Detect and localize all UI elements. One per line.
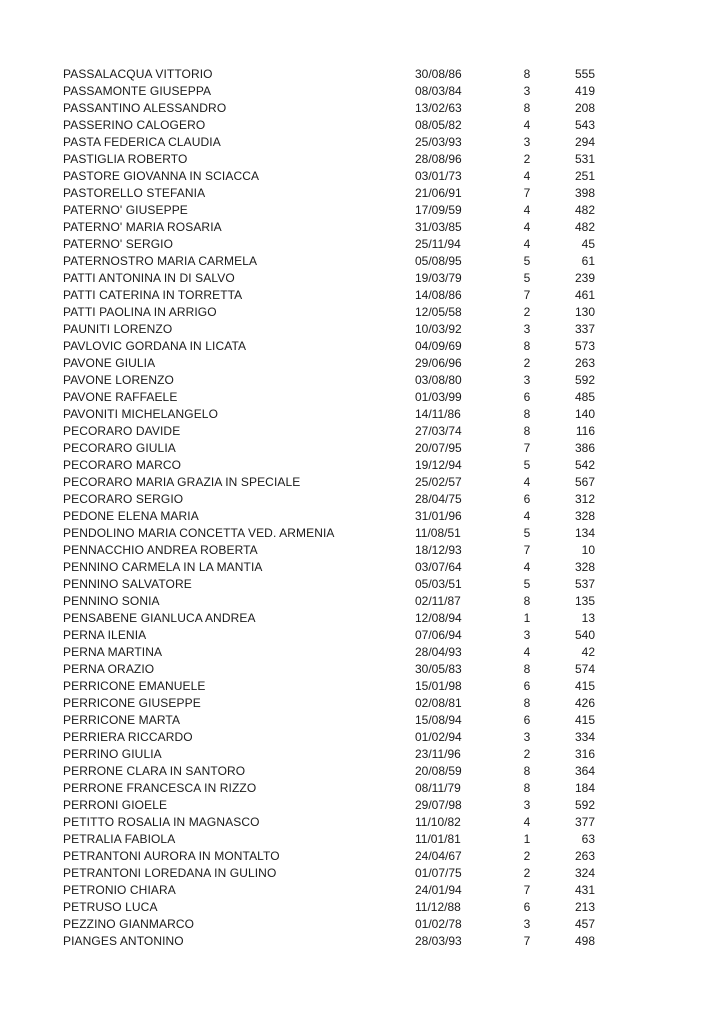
birth-date: 11/01/81 [415,832,461,846]
birth-date: 28/08/96 [415,152,462,166]
person-name: PERRINO GIULIA [63,747,162,761]
person-name: PERRICONE MARTA [63,713,181,727]
category-code: 6 [523,679,531,693]
category-code: 4 [523,220,531,234]
list-item [63,253,603,270]
person-name: PASSERINO CALOGERO [63,118,206,132]
person-name: PETRONIO CHIARA [63,883,176,897]
category-code: 4 [523,203,531,217]
person-name: PATTI PAOLINA IN ARRIGO [63,305,217,319]
record-number: 482 [574,220,595,234]
list-item [63,797,603,814]
list-item [63,202,603,219]
record-number: 263 [574,356,595,370]
birth-date: 29/06/96 [415,356,462,370]
person-name: PATERNO' GIUSEPPE [63,203,188,217]
birth-date: 01/07/75 [415,866,462,880]
records-list [63,66,603,950]
category-code: 3 [523,135,531,149]
category-code: 2 [523,305,531,319]
category-code: 3 [523,917,531,931]
birth-date: 01/03/99 [415,390,462,404]
category-code: 5 [523,271,531,285]
category-code: 2 [523,866,531,880]
person-name: PASSAMONTE GIUSEPPA [63,84,212,98]
person-name: PENNINO SONIA [63,594,160,608]
list-item [63,491,603,508]
birth-date: 25/03/93 [415,135,462,149]
category-code: 8 [523,662,531,676]
record-number: 540 [574,628,595,642]
list-item [63,576,603,593]
list-item [63,814,603,831]
person-name: PATERNO' SERGIO [63,237,174,251]
category-code: 4 [523,169,531,183]
list-item [63,134,603,151]
category-code: 4 [523,560,531,574]
list-item [63,270,603,287]
birth-date: 17/09/59 [415,203,462,217]
person-name: PEZZINO GIANMARCO [63,917,195,931]
birth-date: 24/01/94 [415,883,462,897]
category-code: 4 [523,237,531,251]
category-code: 4 [523,118,531,132]
birth-date: 24/04/67 [415,849,462,863]
category-code: 1 [523,611,531,625]
list-item [63,763,603,780]
birth-date: 02/08/81 [415,696,462,710]
list-item [63,916,603,933]
category-code: 7 [523,543,531,557]
list-item [63,100,603,117]
person-name: PAVONITI MICHELANGELO [63,407,219,421]
record-number: 531 [574,152,595,166]
person-name: PASTIGLIA ROBERTO [63,152,188,166]
category-code: 3 [523,628,531,642]
category-code: 2 [523,356,531,370]
birth-date: 30/08/86 [415,67,462,81]
record-number: 573 [574,339,595,353]
person-name: PAVONE GIULIA [63,356,156,370]
birth-date: 03/08/80 [415,373,462,387]
person-name: PASTORELLO STEFANIA [63,186,206,200]
record-number: 263 [574,849,595,863]
list-item [63,423,603,440]
birth-date: 13/02/63 [415,101,462,115]
birth-date: 14/08/86 [415,288,462,302]
list-item [63,83,603,100]
birth-date: 18/12/93 [415,543,462,557]
birth-date: 05/03/51 [415,577,462,591]
person-name: PATERNOSTRO MARIA CARMELA [63,254,258,268]
category-code: 8 [523,67,531,81]
category-code: 8 [523,424,531,438]
list-item [63,236,603,253]
list-item [63,712,603,729]
list-item [63,831,603,848]
category-code: 7 [523,934,531,948]
record-number: 184 [574,781,595,795]
list-item [63,746,603,763]
record-number: 461 [574,288,595,302]
record-number: 251 [574,169,595,183]
list-item [63,185,603,202]
person-name: PETITTO ROSALIA IN MAGNASCO [63,815,260,829]
birth-date: 25/11/94 [415,237,461,251]
person-name: PECORARO GIULIA [63,441,176,455]
list-item [63,287,603,304]
record-number: 10 [581,543,595,557]
category-code: 4 [523,509,531,523]
record-number: 482 [574,203,595,217]
category-code: 8 [523,339,531,353]
category-code: 2 [523,152,531,166]
person-name: PASSANTINO ALESSANDRO [63,101,227,115]
record-number: 485 [574,390,595,404]
list-item [63,151,603,168]
category-code: 2 [523,849,531,863]
person-name: PENDOLINO MARIA CONCETTA VED. ARMENIA [63,526,335,540]
birth-date: 21/06/91 [415,186,462,200]
category-code: 6 [523,713,531,727]
record-number: 13 [581,611,595,625]
list-item [63,542,603,559]
list-item [63,355,603,372]
list-item [63,882,603,899]
category-code: 8 [523,594,531,608]
record-number: 542 [574,458,595,472]
record-number: 555 [574,67,595,81]
list-item [63,338,603,355]
person-name: PETRALIA FABIOLA [63,832,176,846]
person-name: PERRONE FRANCESCA IN RIZZO [63,781,257,795]
person-name: PERNA ILENIA [63,628,147,642]
record-number: 116 [575,424,595,438]
person-name: PENNINO CARMELA IN LA MANTIA [63,560,263,574]
list-item [63,406,603,423]
person-name: PASSALACQUA VITTORIO [63,67,213,81]
record-number: 543 [574,118,595,132]
birth-date: 10/03/92 [415,322,462,336]
person-name: PECORARO SERGIO [63,492,184,506]
list-item [63,508,603,525]
record-number: 398 [574,186,595,200]
record-number: 334 [574,730,595,744]
record-number: 328 [574,509,595,523]
birth-date: 07/06/94 [415,628,462,642]
record-number: 574 [574,662,595,676]
person-name: PERNA MARTINA [63,645,163,659]
record-number: 337 [574,322,595,336]
person-name: PASTA FEDERICA CLAUDIA [63,135,221,149]
category-code: 7 [523,441,531,455]
record-number: 208 [574,101,595,115]
list-item [63,559,603,576]
person-name: PETRANTONI LOREDANA IN GULINO [63,866,277,880]
person-name: PIANGES ANTONINO [63,934,184,948]
list-item [63,678,603,695]
birth-date: 11/10/82 [415,815,461,829]
birth-date: 28/03/93 [415,934,462,948]
list-item [63,474,603,491]
person-name: PAUNITI LORENZO [63,322,173,336]
birth-date: 02/11/87 [415,594,461,608]
record-number: 377 [574,815,595,829]
birth-date: 11/12/88 [415,900,461,914]
list-item [63,661,603,678]
category-code: 8 [523,101,531,115]
category-code: 5 [523,254,531,268]
category-code: 6 [523,900,531,914]
birth-date: 12/05/58 [415,305,462,319]
record-number: 239 [574,271,595,285]
category-code: 3 [523,798,531,812]
record-number: 431 [574,883,595,897]
record-number: 316 [574,747,595,761]
person-name: PECORARO DAVIDE [63,424,181,438]
list-item [63,865,603,882]
birth-date: 11/08/51 [415,526,461,540]
record-number: 328 [574,560,595,574]
list-item [63,525,603,542]
birth-date: 15/01/98 [415,679,462,693]
record-number: 537 [574,577,595,591]
category-code: 5 [523,577,531,591]
category-code: 7 [523,186,531,200]
list-item [63,933,603,950]
record-number: 42 [581,645,595,659]
record-number: 312 [574,492,595,506]
person-name: PERNA ORAZIO [63,662,155,676]
category-code: 1 [523,832,531,846]
category-code: 4 [523,475,531,489]
record-number: 140 [574,407,595,421]
person-name: PAVLOVIC GORDANA IN LICATA [63,339,247,353]
birth-date: 31/01/96 [415,509,462,523]
list-item [63,899,603,916]
record-number: 130 [574,305,595,319]
category-code: 4 [523,815,531,829]
birth-date: 19/03/79 [415,271,462,285]
category-code: 3 [523,84,531,98]
category-code: 6 [523,492,531,506]
person-name: PAVONE RAFFAELE [63,390,178,404]
list-item [63,321,603,338]
birth-date: 03/01/73 [415,169,462,183]
record-number: 294 [574,135,595,149]
person-name: PERRIERA RICCARDO [63,730,193,744]
record-number: 457 [574,917,595,931]
birth-date: 04/09/69 [415,339,462,353]
category-code: 5 [523,458,531,472]
list-item [63,440,603,457]
birth-date: 28/04/93 [415,645,462,659]
category-code: 2 [523,747,531,761]
birth-date: 01/02/78 [415,917,462,931]
birth-date: 08/03/84 [415,84,462,98]
person-name: PECORARO MARIA GRAZIA IN SPECIALE [63,475,301,489]
person-name: PENNACCHIO ANDREA ROBERTA [63,543,258,557]
birth-date: 25/02/57 [415,475,462,489]
category-code: 3 [523,373,531,387]
record-number: 419 [574,84,595,98]
birth-date: 28/04/75 [415,492,462,506]
record-number: 45 [581,237,595,251]
list-item [63,644,603,661]
list-item [63,219,603,236]
birth-date: 15/08/94 [415,713,462,727]
person-name: PERRICONE GIUSEPPE [63,696,201,710]
birth-date: 30/05/83 [415,662,462,676]
birth-date: 14/11/86 [415,407,461,421]
list-item [63,848,603,865]
list-item [63,457,603,474]
category-code: 5 [523,526,531,540]
record-number: 592 [574,373,595,387]
category-code: 8 [523,764,531,778]
record-number: 324 [574,866,595,880]
birth-date: 23/11/96 [415,747,461,761]
category-code: 7 [523,288,531,302]
list-item [63,627,603,644]
record-number: 415 [574,679,595,693]
person-name: PERRONE CLARA IN SANTORO [63,764,246,778]
birth-date: 20/08/59 [415,764,462,778]
birth-date: 12/08/94 [415,611,462,625]
person-name: PETRANTONI AURORA IN MONTALTO [63,849,280,863]
record-number: 386 [574,441,595,455]
birth-date: 03/07/64 [415,560,462,574]
person-name: PERRONI GIOELE [63,798,168,812]
list-item [63,780,603,797]
list-item [63,593,603,610]
record-number: 134 [574,526,595,540]
person-name: PENSABENE GIANLUCA ANDREA [63,611,256,625]
category-code: 8 [523,407,531,421]
list-item [63,729,603,746]
list-item [63,168,603,185]
record-number: 567 [574,475,595,489]
record-number: 63 [581,832,595,846]
birth-date: 08/05/82 [415,118,462,132]
person-name: PERRICONE EMANUELE [63,679,206,693]
list-item [63,66,603,83]
list-item [63,389,603,406]
birth-date: 01/02/94 [415,730,462,744]
category-code: 4 [523,645,531,659]
record-number: 426 [574,696,595,710]
person-name: PEDONE ELENA MARIA [63,509,199,523]
person-name: PENNINO SALVATORE [63,577,192,591]
birth-date: 20/07/95 [415,441,462,455]
category-code: 6 [523,390,531,404]
list-item [63,372,603,389]
list-item [63,117,603,134]
record-number: 364 [574,764,595,778]
person-name: PETRUSO LUCA [63,900,158,914]
person-name: PATTI CATERINA IN TORRETTA [63,288,243,302]
list-item [63,610,603,627]
birth-date: 31/03/85 [415,220,462,234]
record-number: 135 [574,594,595,608]
birth-date: 29/07/98 [415,798,462,812]
category-code: 8 [523,781,531,795]
record-number: 415 [574,713,595,727]
list-item [63,304,603,321]
record-number: 61 [581,254,595,268]
birth-date: 19/12/94 [415,458,462,472]
birth-date: 27/03/74 [415,424,462,438]
person-name: PASTORE GIOVANNA IN SCIACCA [63,169,260,183]
birth-date: 05/08/95 [415,254,462,268]
person-name: PAVONE LORENZO [63,373,174,387]
category-code: 7 [523,883,531,897]
person-name: PATERNO' MARIA ROSARIA [63,220,222,234]
category-code: 3 [523,730,531,744]
person-name: PATTI ANTONINA IN DI SALVO [63,271,235,285]
person-name: PECORARO MARCO [63,458,182,472]
category-code: 3 [523,322,531,336]
record-number: 592 [574,798,595,812]
list-item [63,695,603,712]
category-code: 8 [523,696,531,710]
record-number: 213 [574,900,595,914]
record-number: 498 [574,934,595,948]
birth-date: 08/11/79 [415,781,461,795]
